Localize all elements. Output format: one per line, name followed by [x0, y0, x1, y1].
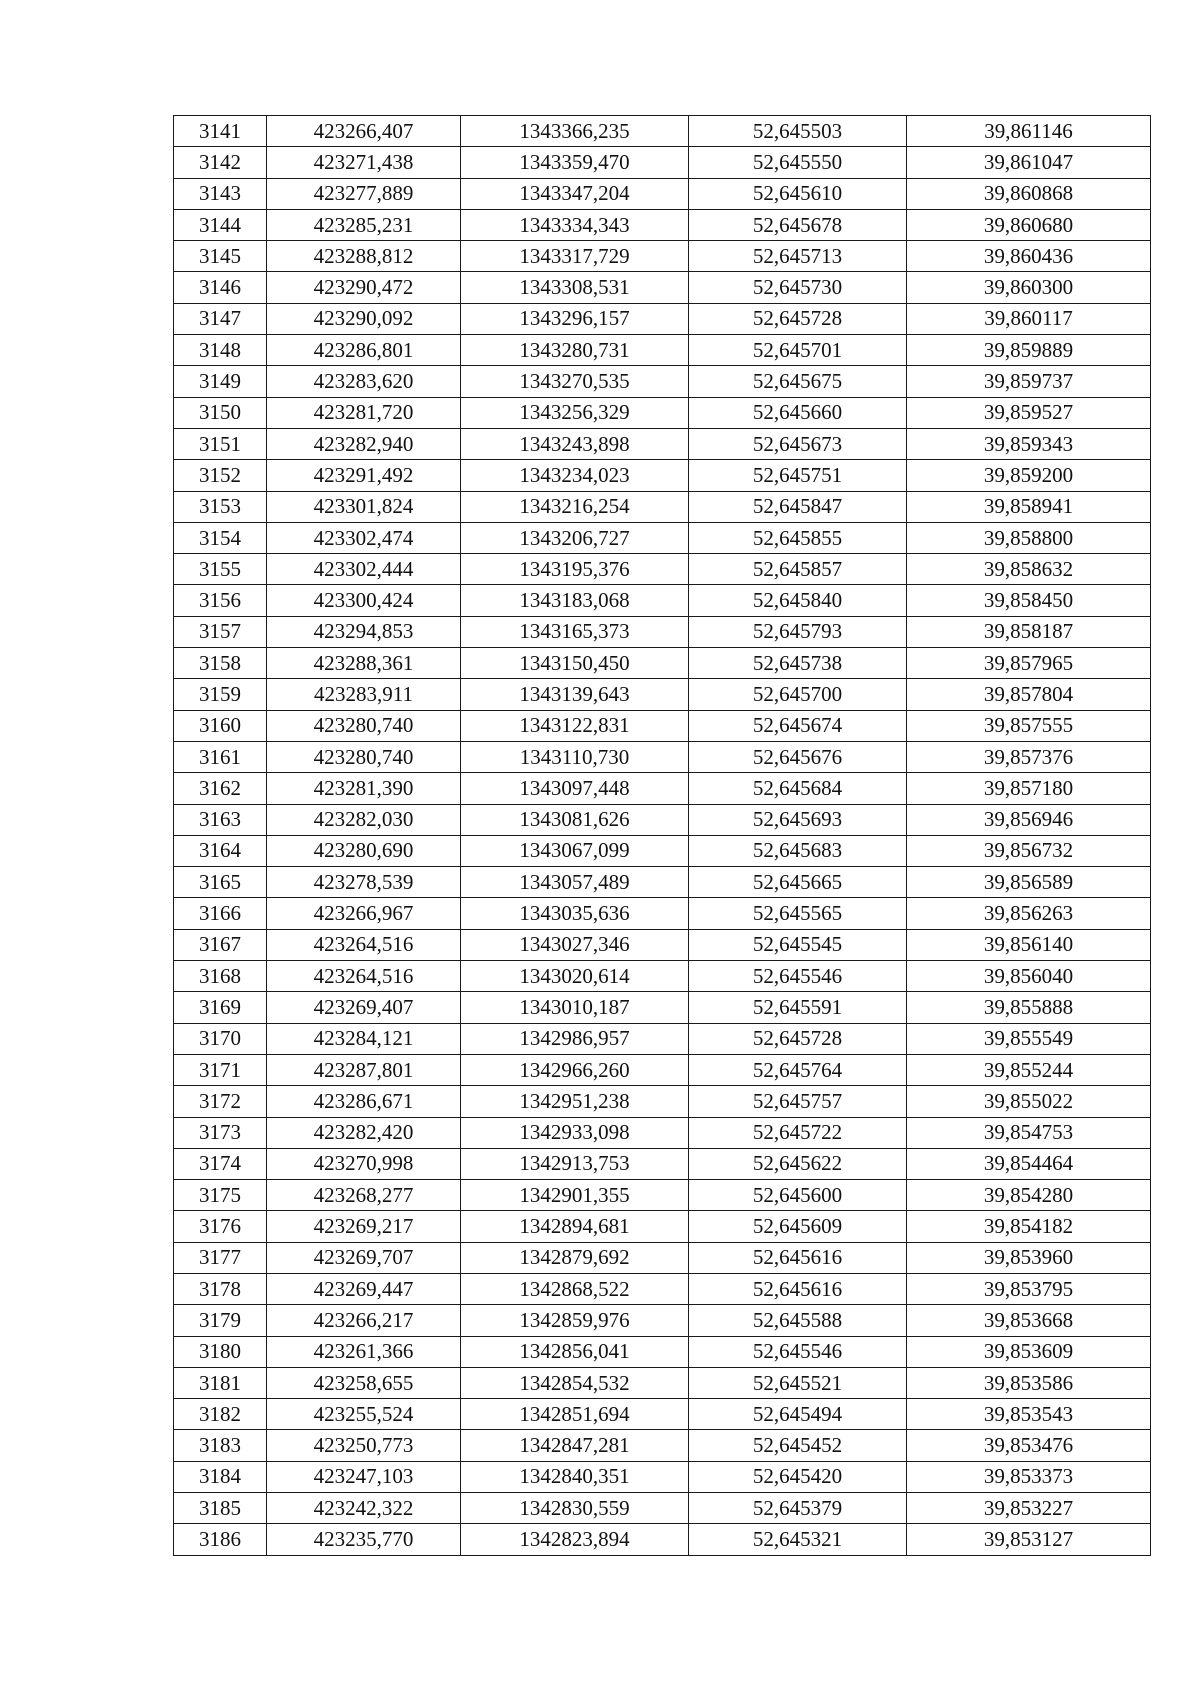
- x-coordinate-cell: 423261,366: [267, 1336, 461, 1367]
- point-number-cell: 3181: [174, 1367, 267, 1398]
- y-coordinate-cell: 1343150,450: [461, 648, 689, 679]
- x-coordinate-cell: 423277,889: [267, 178, 461, 209]
- latitude-cell: 52,645751: [689, 460, 907, 491]
- x-coordinate-cell: 423235,770: [267, 1524, 461, 1555]
- point-number-cell: 3178: [174, 1273, 267, 1304]
- table-row: [174, 1148, 1151, 1179]
- latitude-cell: 52,645379: [689, 1493, 907, 1524]
- longitude-cell: 39,854182: [907, 1211, 1151, 1242]
- latitude-cell: 52,645684: [689, 773, 907, 804]
- longitude-cell: 39,857555: [907, 710, 1151, 741]
- table-row: [174, 272, 1151, 303]
- y-coordinate-cell: 1343317,729: [461, 241, 689, 272]
- table-row: [174, 460, 1151, 491]
- table-row: [174, 616, 1151, 647]
- x-coordinate-cell: 423282,420: [267, 1117, 461, 1148]
- y-coordinate-cell: 1342840,351: [461, 1461, 689, 1492]
- table-row: [174, 116, 1151, 147]
- x-coordinate-cell: 423286,801: [267, 335, 461, 366]
- table-row: [174, 710, 1151, 741]
- latitude-cell: 52,645738: [689, 648, 907, 679]
- table-row: [174, 178, 1151, 209]
- latitude-cell: 52,645728: [689, 303, 907, 334]
- point-number-cell: 3154: [174, 522, 267, 553]
- y-coordinate-cell: 1343165,373: [461, 616, 689, 647]
- longitude-cell: 39,858187: [907, 616, 1151, 647]
- y-coordinate-cell: 1342933,098: [461, 1117, 689, 1148]
- longitude-cell: 39,858450: [907, 585, 1151, 616]
- table-row: [174, 804, 1151, 835]
- longitude-cell: 39,860868: [907, 178, 1151, 209]
- x-coordinate-cell: 423286,671: [267, 1086, 461, 1117]
- point-number-cell: 3147: [174, 303, 267, 334]
- y-coordinate-cell: 1343067,099: [461, 835, 689, 866]
- table-row: [174, 1180, 1151, 1211]
- latitude-cell: 52,645321: [689, 1524, 907, 1555]
- latitude-cell: 52,645503: [689, 116, 907, 147]
- point-number-cell: 3158: [174, 648, 267, 679]
- longitude-cell: 39,859889: [907, 335, 1151, 366]
- longitude-cell: 39,861047: [907, 147, 1151, 178]
- latitude-cell: 52,645855: [689, 522, 907, 553]
- point-number-cell: 3164: [174, 835, 267, 866]
- point-number-cell: 3148: [174, 335, 267, 366]
- table-row: [174, 648, 1151, 679]
- table-row: [174, 1461, 1151, 1492]
- point-number-cell: 3174: [174, 1148, 267, 1179]
- longitude-cell: 39,856589: [907, 867, 1151, 898]
- latitude-cell: 52,645550: [689, 147, 907, 178]
- x-coordinate-cell: 423282,940: [267, 428, 461, 459]
- longitude-cell: 39,855022: [907, 1086, 1151, 1117]
- x-coordinate-cell: 423281,390: [267, 773, 461, 804]
- longitude-cell: 39,859343: [907, 428, 1151, 459]
- point-number-cell: 3160: [174, 710, 267, 741]
- y-coordinate-cell: 1343057,489: [461, 867, 689, 898]
- y-coordinate-cell: 1343110,730: [461, 741, 689, 772]
- longitude-cell: 39,856040: [907, 961, 1151, 992]
- latitude-cell: 52,645452: [689, 1430, 907, 1461]
- latitude-cell: 52,645521: [689, 1367, 907, 1398]
- table-row: [174, 1493, 1151, 1524]
- table-row: [174, 741, 1151, 772]
- x-coordinate-cell: 423268,277: [267, 1180, 461, 1211]
- x-coordinate-cell: 423269,407: [267, 992, 461, 1023]
- x-coordinate-cell: 423255,524: [267, 1399, 461, 1430]
- longitude-cell: 39,853668: [907, 1305, 1151, 1336]
- point-number-cell: 3156: [174, 585, 267, 616]
- point-number-cell: 3176: [174, 1211, 267, 1242]
- latitude-cell: 52,645700: [689, 679, 907, 710]
- point-number-cell: 3184: [174, 1461, 267, 1492]
- y-coordinate-cell: 1343334,343: [461, 209, 689, 240]
- longitude-cell: 39,853609: [907, 1336, 1151, 1367]
- x-coordinate-cell: 423290,472: [267, 272, 461, 303]
- point-number-cell: 3169: [174, 992, 267, 1023]
- point-number-cell: 3152: [174, 460, 267, 491]
- latitude-cell: 52,645722: [689, 1117, 907, 1148]
- table-row: [174, 1211, 1151, 1242]
- latitude-cell: 52,645840: [689, 585, 907, 616]
- table-row: [174, 241, 1151, 272]
- y-coordinate-cell: 1343122,831: [461, 710, 689, 741]
- longitude-cell: 39,856732: [907, 835, 1151, 866]
- longitude-cell: 39,853476: [907, 1430, 1151, 1461]
- point-number-cell: 3175: [174, 1180, 267, 1211]
- latitude-cell: 52,645610: [689, 178, 907, 209]
- y-coordinate-cell: 1343256,329: [461, 397, 689, 428]
- latitude-cell: 52,645673: [689, 428, 907, 459]
- latitude-cell: 52,645616: [689, 1242, 907, 1273]
- x-coordinate-cell: 423288,812: [267, 241, 461, 272]
- point-number-cell: 3146: [174, 272, 267, 303]
- y-coordinate-cell: 1343010,187: [461, 992, 689, 1023]
- longitude-cell: 39,859200: [907, 460, 1151, 491]
- latitude-cell: 52,645545: [689, 929, 907, 960]
- table-row: [174, 209, 1151, 240]
- y-coordinate-cell: 1343347,204: [461, 178, 689, 209]
- longitude-cell: 39,853543: [907, 1399, 1151, 1430]
- y-coordinate-cell: 1342966,260: [461, 1054, 689, 1085]
- x-coordinate-cell: 423271,438: [267, 147, 461, 178]
- point-number-cell: 3163: [174, 804, 267, 835]
- latitude-cell: 52,645494: [689, 1399, 907, 1430]
- table-row: [174, 1524, 1151, 1555]
- latitude-cell: 52,645693: [689, 804, 907, 835]
- x-coordinate-cell: 423280,690: [267, 835, 461, 866]
- table-row: [174, 1086, 1151, 1117]
- longitude-cell: 39,860117: [907, 303, 1151, 334]
- latitude-cell: 52,645701: [689, 335, 907, 366]
- y-coordinate-cell: 1343195,376: [461, 554, 689, 585]
- x-coordinate-cell: 423285,231: [267, 209, 461, 240]
- point-number-cell: 3143: [174, 178, 267, 209]
- x-coordinate-cell: 423242,322: [267, 1493, 461, 1524]
- point-number-cell: 3161: [174, 741, 267, 772]
- x-coordinate-cell: 423280,740: [267, 710, 461, 741]
- point-number-cell: 3149: [174, 366, 267, 397]
- table-row: [174, 147, 1151, 178]
- y-coordinate-cell: 1343280,731: [461, 335, 689, 366]
- point-number-cell: 3173: [174, 1117, 267, 1148]
- longitude-cell: 39,860300: [907, 272, 1151, 303]
- table-row: [174, 835, 1151, 866]
- longitude-cell: 39,853127: [907, 1524, 1151, 1555]
- latitude-cell: 52,645616: [689, 1273, 907, 1304]
- latitude-cell: 52,645764: [689, 1054, 907, 1085]
- table-row: [174, 1273, 1151, 1304]
- latitude-cell: 52,645660: [689, 397, 907, 428]
- y-coordinate-cell: 1343359,470: [461, 147, 689, 178]
- y-coordinate-cell: 1342986,957: [461, 1023, 689, 1054]
- longitude-cell: 39,858632: [907, 554, 1151, 585]
- x-coordinate-cell: 423269,447: [267, 1273, 461, 1304]
- table-row: [174, 554, 1151, 585]
- table-row: [174, 491, 1151, 522]
- x-coordinate-cell: 423302,474: [267, 522, 461, 553]
- table-row: [174, 867, 1151, 898]
- point-number-cell: 3162: [174, 773, 267, 804]
- latitude-cell: 52,645713: [689, 241, 907, 272]
- longitude-cell: 39,858800: [907, 522, 1151, 553]
- longitude-cell: 39,860436: [907, 241, 1151, 272]
- x-coordinate-cell: 423291,492: [267, 460, 461, 491]
- y-coordinate-cell: 1342901,355: [461, 1180, 689, 1211]
- point-number-cell: 3177: [174, 1242, 267, 1273]
- y-coordinate-cell: 1342830,559: [461, 1493, 689, 1524]
- x-coordinate-cell: 423250,773: [267, 1430, 461, 1461]
- x-coordinate-cell: 423269,217: [267, 1211, 461, 1242]
- x-coordinate-cell: 423266,967: [267, 898, 461, 929]
- table-row: [174, 1023, 1151, 1054]
- point-number-cell: 3170: [174, 1023, 267, 1054]
- latitude-cell: 52,645676: [689, 741, 907, 772]
- y-coordinate-cell: 1342859,976: [461, 1305, 689, 1336]
- point-number-cell: 3150: [174, 397, 267, 428]
- x-coordinate-cell: 423294,853: [267, 616, 461, 647]
- latitude-cell: 52,645793: [689, 616, 907, 647]
- table-row: [174, 1305, 1151, 1336]
- point-number-cell: 3141: [174, 116, 267, 147]
- x-coordinate-cell: 423266,217: [267, 1305, 461, 1336]
- point-number-cell: 3167: [174, 929, 267, 960]
- latitude-cell: 52,645622: [689, 1148, 907, 1179]
- table-row: [174, 303, 1151, 334]
- x-coordinate-cell: 423269,707: [267, 1242, 461, 1273]
- y-coordinate-cell: 1343270,535: [461, 366, 689, 397]
- longitude-cell: 39,853373: [907, 1461, 1151, 1492]
- point-number-cell: 3165: [174, 867, 267, 898]
- longitude-cell: 39,853586: [907, 1367, 1151, 1398]
- y-coordinate-cell: 1342854,532: [461, 1367, 689, 1398]
- point-number-cell: 3157: [174, 616, 267, 647]
- longitude-cell: 39,855244: [907, 1054, 1151, 1085]
- y-coordinate-cell: 1342951,238: [461, 1086, 689, 1117]
- longitude-cell: 39,860680: [907, 209, 1151, 240]
- longitude-cell: 39,857180: [907, 773, 1151, 804]
- point-number-cell: 3142: [174, 147, 267, 178]
- table-row: [174, 335, 1151, 366]
- point-number-cell: 3168: [174, 961, 267, 992]
- y-coordinate-cell: 1343243,898: [461, 428, 689, 459]
- point-number-cell: 3186: [174, 1524, 267, 1555]
- latitude-cell: 52,645857: [689, 554, 907, 585]
- table-row: [174, 679, 1151, 710]
- y-coordinate-cell: 1343366,235: [461, 116, 689, 147]
- latitude-cell: 52,645565: [689, 898, 907, 929]
- coordinates-table-body: [174, 116, 1151, 1556]
- latitude-cell: 52,645730: [689, 272, 907, 303]
- table-row: [174, 1054, 1151, 1085]
- latitude-cell: 52,645683: [689, 835, 907, 866]
- y-coordinate-cell: 1343216,254: [461, 491, 689, 522]
- x-coordinate-cell: 423283,911: [267, 679, 461, 710]
- table-row: [174, 1399, 1151, 1430]
- latitude-cell: 52,645847: [689, 491, 907, 522]
- x-coordinate-cell: 423280,740: [267, 741, 461, 772]
- table-row: [174, 929, 1151, 960]
- table-row: [174, 1117, 1151, 1148]
- longitude-cell: 39,853960: [907, 1242, 1151, 1273]
- latitude-cell: 52,645546: [689, 1336, 907, 1367]
- latitude-cell: 52,645588: [689, 1305, 907, 1336]
- point-number-cell: 3144: [174, 209, 267, 240]
- x-coordinate-cell: 423247,103: [267, 1461, 461, 1492]
- y-coordinate-cell: 1343081,626: [461, 804, 689, 835]
- x-coordinate-cell: 423284,121: [267, 1023, 461, 1054]
- x-coordinate-cell: 423270,998: [267, 1148, 461, 1179]
- longitude-cell: 39,856946: [907, 804, 1151, 835]
- longitude-cell: 39,857376: [907, 741, 1151, 772]
- x-coordinate-cell: 423283,620: [267, 366, 461, 397]
- y-coordinate-cell: 1342879,692: [461, 1242, 689, 1273]
- y-coordinate-cell: 1343027,346: [461, 929, 689, 960]
- x-coordinate-cell: 423264,516: [267, 929, 461, 960]
- table-row: [174, 397, 1151, 428]
- x-coordinate-cell: 423278,539: [267, 867, 461, 898]
- point-number-cell: 3153: [174, 491, 267, 522]
- point-number-cell: 3183: [174, 1430, 267, 1461]
- longitude-cell: 39,856140: [907, 929, 1151, 960]
- longitude-cell: 39,857965: [907, 648, 1151, 679]
- latitude-cell: 52,645675: [689, 366, 907, 397]
- point-number-cell: 3159: [174, 679, 267, 710]
- y-coordinate-cell: 1343097,448: [461, 773, 689, 804]
- longitude-cell: 39,855888: [907, 992, 1151, 1023]
- table-row: [174, 1242, 1151, 1273]
- longitude-cell: 39,853795: [907, 1273, 1151, 1304]
- y-coordinate-cell: 1343035,636: [461, 898, 689, 929]
- longitude-cell: 39,855549: [907, 1023, 1151, 1054]
- latitude-cell: 52,645678: [689, 209, 907, 240]
- y-coordinate-cell: 1343296,157: [461, 303, 689, 334]
- table-row: [174, 992, 1151, 1023]
- x-coordinate-cell: 423287,801: [267, 1054, 461, 1085]
- y-coordinate-cell: 1342847,281: [461, 1430, 689, 1461]
- table-row: [174, 1367, 1151, 1398]
- latitude-cell: 52,645609: [689, 1211, 907, 1242]
- x-coordinate-cell: 423302,444: [267, 554, 461, 585]
- y-coordinate-cell: 1342913,753: [461, 1148, 689, 1179]
- point-number-cell: 3166: [174, 898, 267, 929]
- longitude-cell: 39,856263: [907, 898, 1151, 929]
- y-coordinate-cell: 1342851,694: [461, 1399, 689, 1430]
- longitude-cell: 39,859527: [907, 397, 1151, 428]
- latitude-cell: 52,645665: [689, 867, 907, 898]
- y-coordinate-cell: 1343139,643: [461, 679, 689, 710]
- latitude-cell: 52,645600: [689, 1180, 907, 1211]
- y-coordinate-cell: 1342894,681: [461, 1211, 689, 1242]
- x-coordinate-cell: 423258,655: [267, 1367, 461, 1398]
- y-coordinate-cell: 1343308,531: [461, 272, 689, 303]
- point-number-cell: 3182: [174, 1399, 267, 1430]
- table-row: [174, 428, 1151, 459]
- table-row: [174, 898, 1151, 929]
- longitude-cell: 39,859737: [907, 366, 1151, 397]
- longitude-cell: 39,857804: [907, 679, 1151, 710]
- point-number-cell: 3171: [174, 1054, 267, 1085]
- y-coordinate-cell: 1343206,727: [461, 522, 689, 553]
- longitude-cell: 39,854280: [907, 1180, 1151, 1211]
- latitude-cell: 52,645728: [689, 1023, 907, 1054]
- longitude-cell: 39,853227: [907, 1493, 1151, 1524]
- longitude-cell: 39,854464: [907, 1148, 1151, 1179]
- y-coordinate-cell: 1343234,023: [461, 460, 689, 491]
- x-coordinate-cell: 423282,030: [267, 804, 461, 835]
- coordinates-table: [173, 115, 1151, 1556]
- point-number-cell: 3179: [174, 1305, 267, 1336]
- table-row: [174, 1336, 1151, 1367]
- x-coordinate-cell: 423300,424: [267, 585, 461, 616]
- y-coordinate-cell: 1342856,041: [461, 1336, 689, 1367]
- latitude-cell: 52,645591: [689, 992, 907, 1023]
- y-coordinate-cell: 1343020,614: [461, 961, 689, 992]
- latitude-cell: 52,645420: [689, 1461, 907, 1492]
- point-number-cell: 3155: [174, 554, 267, 585]
- x-coordinate-cell: 423290,092: [267, 303, 461, 334]
- latitude-cell: 52,645546: [689, 961, 907, 992]
- point-number-cell: 3185: [174, 1493, 267, 1524]
- table-row: [174, 522, 1151, 553]
- point-number-cell: 3180: [174, 1336, 267, 1367]
- longitude-cell: 39,858941: [907, 491, 1151, 522]
- point-number-cell: 3145: [174, 241, 267, 272]
- longitude-cell: 39,861146: [907, 116, 1151, 147]
- point-number-cell: 3151: [174, 428, 267, 459]
- latitude-cell: 52,645757: [689, 1086, 907, 1117]
- y-coordinate-cell: 1342868,522: [461, 1273, 689, 1304]
- x-coordinate-cell: 423301,824: [267, 491, 461, 522]
- latitude-cell: 52,645674: [689, 710, 907, 741]
- table-row: [174, 961, 1151, 992]
- table-row: [174, 773, 1151, 804]
- x-coordinate-cell: 423266,407: [267, 116, 461, 147]
- y-coordinate-cell: 1342823,894: [461, 1524, 689, 1555]
- table-row: [174, 1430, 1151, 1461]
- table-row: [174, 585, 1151, 616]
- x-coordinate-cell: 423281,720: [267, 397, 461, 428]
- x-coordinate-cell: 423288,361: [267, 648, 461, 679]
- x-coordinate-cell: 423264,516: [267, 961, 461, 992]
- y-coordinate-cell: 1343183,068: [461, 585, 689, 616]
- longitude-cell: 39,854753: [907, 1117, 1151, 1148]
- table-row: [174, 366, 1151, 397]
- point-number-cell: 3172: [174, 1086, 267, 1117]
